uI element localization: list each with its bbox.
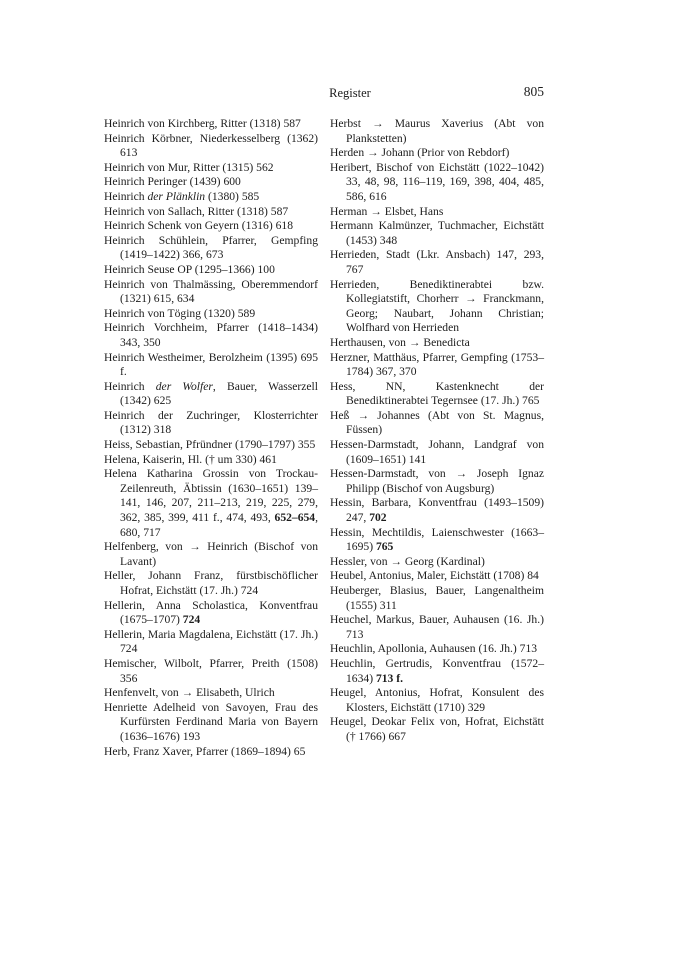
index-entry (104, 351, 318, 380)
index-entry (330, 248, 544, 277)
index-entry (104, 219, 318, 234)
bold-page-ref: 702 (369, 511, 387, 525)
entry-text: Heller, Johann Franz, fürstbischöflicher Hofrat, Eichstätt (17. Jh.) 724 (104, 569, 318, 597)
index-entry (330, 657, 544, 686)
entry-text: Heinrich von Kirchberg, Ritter (1318) 587 (104, 117, 301, 130)
entry-text: , Bauer, Wasserzell (1342) 625 (120, 379, 318, 408)
entry-text: Herb, Franz Xaver, Pfarrer (1869–1894) 65 (104, 744, 306, 758)
index-entry (104, 686, 318, 701)
index-entry (104, 453, 318, 468)
index-entry (330, 584, 544, 613)
entry-text: Hessen-Darmstadt, Johann, Landgraf von (1609–1651) 141 (330, 438, 544, 466)
entry-text: Hermann Kalmünzer, Tuchmacher, Eichstätt (1453) 348 (330, 219, 544, 247)
entry-text: Herrieden, Benediktinerabtei bzw. Kollegiatstift, Chorherr → Franckmann, Georg; Naubart, Johann Christian; Wolfhard von Herrieden (330, 277, 544, 335)
index-entry (330, 555, 544, 570)
index-entry (330, 117, 544, 146)
index-entry (104, 205, 318, 220)
entry-text: Helena, Kaiserin, Hl. († um 330) 461 (104, 452, 277, 466)
entry-text: Herbst → Maurus Xaverius (Abt von Plankstetten) (330, 117, 544, 145)
entry-text: Hessler, von → Georg (Kardinal) (330, 554, 485, 568)
entry-text: Heiss, Sebastian, Pfründner (1790–1797) 355 (104, 438, 316, 452)
index-entry (104, 278, 318, 307)
index-entry (104, 628, 318, 657)
index-entry (104, 467, 318, 540)
index-entry (104, 117, 318, 132)
index-column-right (330, 117, 544, 745)
entry-text: Heinrich von Töging (1320) 589 (104, 306, 256, 320)
bold-page-ref: 765 (375, 540, 394, 554)
index-entry (330, 467, 544, 496)
entry-text: Herman → Elsbet, Hans (330, 204, 444, 218)
entry-text: (1380) 585 (205, 189, 260, 203)
entry-text: Herthausen, von → Benedicta (330, 335, 470, 349)
index-entry (330, 219, 544, 248)
index-entry (104, 540, 318, 569)
index-entry (104, 132, 318, 161)
entry-text: Hess, NN, Kastenknecht der Benediktinerabtei Tegernsee (17. Jh.) 765 (330, 379, 544, 408)
index-entry (104, 569, 318, 598)
index-entry (330, 205, 544, 220)
index-entry (104, 321, 318, 350)
entry-text: Heinrich (104, 189, 148, 203)
index-entry (330, 146, 544, 161)
entry-text: Hellerin, Maria Magdalena, Eichstätt (17. Jh.) 724 (104, 627, 318, 656)
index-entry (330, 715, 544, 744)
index-entry (330, 686, 544, 715)
entry-text: Herrieden, Stadt (Lkr. Ansbach) 147, 293, 767 (330, 248, 544, 276)
entry-text: Heugel, Deokar Felix von, Hofrat, Eichstätt († 1766) 667 (330, 715, 544, 743)
index-entry (330, 569, 544, 584)
index-column-left (104, 117, 318, 759)
index-entry (330, 613, 544, 642)
index-entry (104, 701, 318, 745)
entry-text: Herden → Johann (Prior von Rebdorf) (330, 146, 510, 160)
italic-text: der Wolfer (155, 379, 213, 393)
index-entry (330, 438, 544, 467)
entry-text: Heinrich Schenk von Geyern (1316) 618 (104, 219, 293, 233)
bold-page-ref: 713 f. (375, 671, 404, 685)
entry-text: Henriette Adelheid von Savoyen, Frau des Kurfürsten Ferdinand Maria von Bayern (1636–1676) 193 (104, 700, 318, 743)
entry-text: Heinrich Körbner, Niederkesselberg (1362) 613 (104, 131, 318, 160)
index-entry (104, 161, 318, 176)
bold-page-ref: 652–654 (274, 511, 316, 525)
index-entry (104, 657, 318, 686)
entry-text: Hellerin, Anna Scholastica, Konventfrau (1675–1707) (104, 598, 318, 627)
entry-text: Heuchlin, Gertrudis, Konventfrau (1572–1634) (330, 656, 544, 685)
entry-text: Heinrich Seuse OP (1295–1366) 100 (104, 262, 275, 276)
entry-text: Heinrich Peringer (1439) 600 (104, 175, 241, 189)
entry-text: Heinrich Westheimer, Berolzheim (1395) 695 f. (104, 350, 318, 379)
index-entry (104, 190, 318, 205)
index-entry (330, 642, 544, 657)
index-entry (104, 745, 318, 760)
index-entry (330, 526, 544, 555)
index-entry (330, 278, 544, 336)
entry-text: Heinrich von Mur, Ritter (1315) 562 (104, 160, 274, 174)
entry-text: Heuchlin, Apollonia, Auhausen (16. Jh.) 713 (330, 642, 538, 656)
index-entry (330, 496, 544, 525)
entry-text: Herzner, Matthäus, Pfarrer, Gempfing (1753–1784) 367, 370 (330, 350, 544, 379)
page-number: 805 (523, 84, 544, 99)
entry-text: , 680, 717 (120, 511, 318, 539)
index-entry (330, 380, 544, 409)
entry-text: Heinrich (104, 379, 156, 393)
entry-text: Heinrich Vorchheim, Pfarrer (1418–1434) 343, 350 (104, 321, 318, 349)
entry-text: Heinrich Schühlein, Pfarrer, Gempfing (1419–1422) 366, 673 (104, 233, 318, 262)
index-entry (104, 438, 318, 453)
index-entry (104, 263, 318, 278)
index-entry (330, 409, 544, 438)
entry-text: Heugel, Antonius, Hofrat, Konsulent des Klosters, Eichstätt (1710) 329 (330, 686, 544, 714)
entry-text: Heubel, Antonius, Maler, Eichstätt (1708) 84 (330, 569, 539, 583)
entry-text: Helfenberg, von → Heinrich (Bischof von Lavant) (104, 540, 318, 568)
entry-text: Helena Katharina Grossin von Trockau-Zeilenreuth, Äbtissin (1630–1651) 139–141, 146, 207, 211–213, 219, 225, 279, 362, 385, 399, 411 f., 474, 493, (104, 467, 318, 525)
italic-text: der Plänklin (147, 189, 206, 203)
entry-text: Heß → Johannes (Abt von St. Magnus, Füssen) (330, 408, 544, 437)
index-entry (104, 175, 318, 190)
index-entry (104, 599, 318, 628)
bold-page-ref: 724 (182, 613, 201, 627)
entry-text: Hemischer, Wilbolt, Pfarrer, Preith (1508) 356 (104, 656, 318, 685)
index-entry (104, 307, 318, 322)
index-entry (330, 351, 544, 380)
index-entry (104, 380, 318, 409)
index-entry (330, 161, 544, 205)
entry-text: Heinrich der Zuchringer, Klosterrichter (1312) 318 (104, 408, 318, 437)
page-header-title: Register (329, 86, 371, 100)
entry-text: Heuberger, Blasius, Bauer, Langenaltheim (1555) 311 (330, 584, 544, 612)
entry-text: Heribert, Bischof von Eichstätt (1022–1042) 33, 48, 98, 116–119, 169, 398, 404, 485, 586, 616 (330, 160, 544, 203)
index-entry (104, 409, 318, 438)
entry-text: Heinrich von Sallach, Ritter (1318) 587 (104, 204, 289, 218)
entry-text: Henfenvelt, von → Elisabeth, Ulrich (104, 686, 275, 700)
entry-text: Heinrich von Thalmässing, Oberemmendorf (1321) 615, 634 (104, 277, 318, 306)
entry-text: Hessen-Darmstadt, von → Joseph Ignaz Philipp (Bischof von Augsburg) (330, 467, 544, 495)
entry-text: Hessin, Mechtildis, Laienschwester (1663–1695) (330, 525, 544, 554)
entry-text: Hessin, Barbara, Konventfrau (1493–1509) 247, (330, 496, 544, 525)
entry-text: Heuchel, Markus, Bauer, Auhausen (16. Jh.) 713 (330, 613, 544, 641)
index-entry (330, 336, 544, 351)
index-entry (104, 234, 318, 263)
